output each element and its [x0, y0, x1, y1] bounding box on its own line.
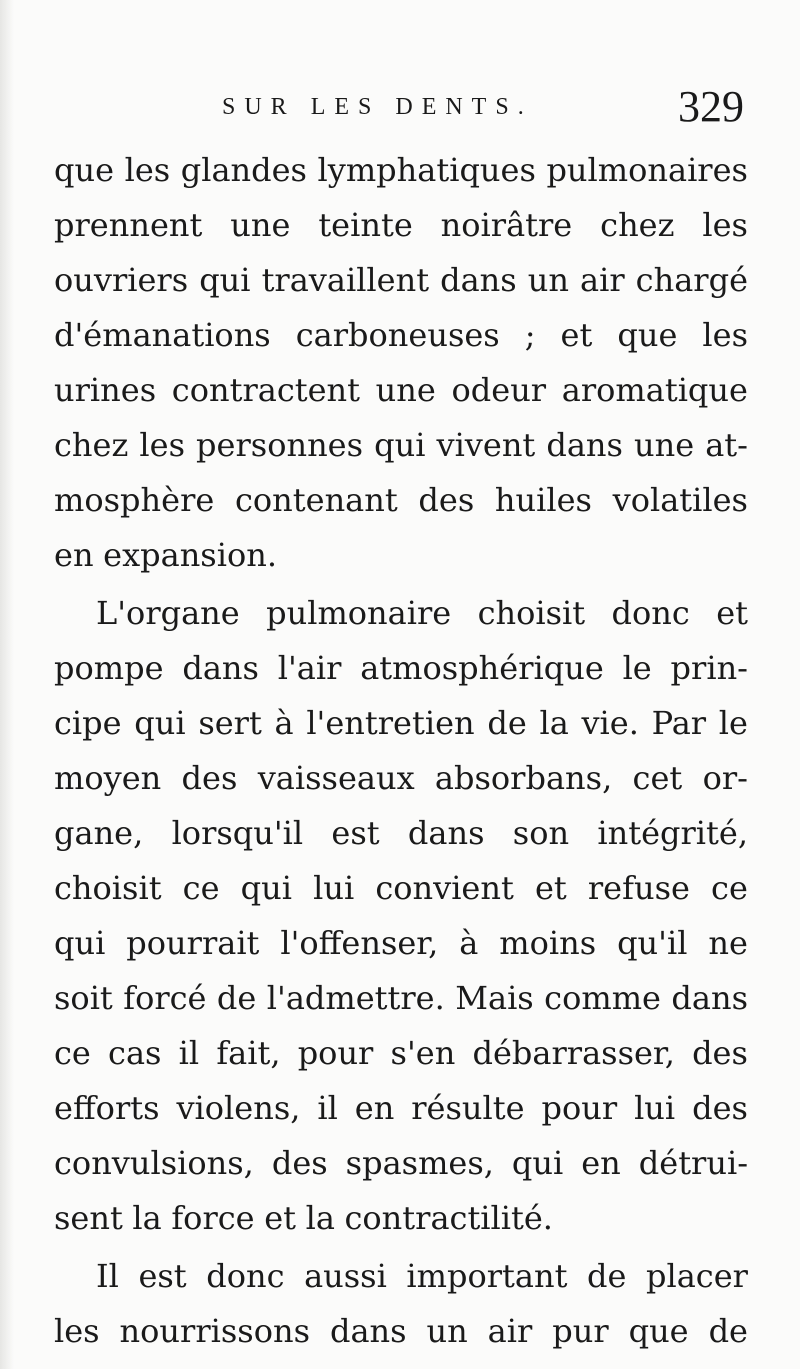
- text-line: [54, 696, 748, 751]
- page-header: [54, 82, 748, 138]
- word: personnes: [196, 426, 364, 464]
- word: que: [628, 1312, 689, 1350]
- word: d'émanations: [54, 316, 271, 354]
- word: lorsqu'il: [171, 814, 304, 852]
- word: lymphatiques: [317, 151, 536, 189]
- word: prennent: [54, 206, 203, 244]
- text-line: [54, 1191, 748, 1246]
- word: fait,: [216, 1034, 281, 1072]
- text-line: [54, 363, 748, 418]
- word: pur: [552, 1312, 609, 1350]
- word: son: [512, 814, 570, 852]
- word: forcé: [123, 979, 207, 1017]
- word: important: [406, 1257, 568, 1295]
- word: ce: [54, 1034, 91, 1072]
- word: qui: [240, 869, 292, 907]
- text-line: [54, 1304, 748, 1359]
- text-line: [54, 1136, 748, 1191]
- word: de: [487, 704, 527, 742]
- word: résulte: [411, 1089, 525, 1127]
- word: Il: [96, 1257, 119, 1295]
- word: dans: [182, 649, 259, 687]
- word: urines: [54, 371, 157, 409]
- word: convient: [375, 869, 514, 907]
- word: ce: [182, 869, 220, 907]
- word: à: [459, 924, 479, 962]
- word: en: [54, 536, 94, 574]
- word: une: [375, 371, 436, 409]
- word: L'organe: [96, 594, 240, 632]
- word: ne: [708, 924, 748, 962]
- word: les: [139, 426, 185, 464]
- word: des: [181, 759, 238, 797]
- word: le: [622, 649, 652, 687]
- word: détrui-: [638, 1144, 748, 1182]
- word: la: [305, 1199, 335, 1237]
- word: air: [487, 1312, 533, 1350]
- word: contractilité.: [344, 1199, 553, 1237]
- word: moins: [499, 924, 597, 962]
- word: qu'il: [617, 924, 688, 962]
- word: l'entretien: [306, 704, 475, 742]
- text-line: [54, 586, 748, 641]
- word: un: [426, 1312, 468, 1350]
- word: pulmonaires: [546, 151, 748, 189]
- word: lui: [634, 1089, 676, 1127]
- word: donc: [206, 1257, 285, 1295]
- word: pourrait: [126, 924, 260, 962]
- word: que: [617, 316, 678, 354]
- word: teinte: [318, 206, 413, 244]
- word: dans: [671, 979, 748, 1017]
- word: expansion.: [103, 536, 277, 574]
- word: pour: [297, 1034, 374, 1072]
- text-line: [54, 916, 748, 971]
- word: choisit: [54, 869, 162, 907]
- word: l'air: [277, 649, 342, 687]
- word: force: [171, 1199, 255, 1237]
- word: chargé: [635, 261, 748, 299]
- word: carboneuses: [295, 316, 500, 354]
- word: choisit: [477, 594, 586, 632]
- word: sent: [54, 1199, 123, 1237]
- word: la: [539, 704, 569, 742]
- word: donc: [611, 594, 690, 632]
- word: aussi: [304, 1257, 387, 1295]
- text-line: [54, 418, 748, 473]
- word: comme: [544, 979, 661, 1017]
- word: l'admettre.: [266, 979, 445, 1017]
- text-line: [54, 528, 748, 583]
- word: à: [274, 704, 294, 742]
- word: odeur: [451, 371, 547, 409]
- word: chez: [54, 426, 129, 464]
- word: il: [178, 1034, 200, 1072]
- word: cipe: [54, 704, 122, 742]
- word: des: [692, 1034, 748, 1072]
- word: est: [331, 814, 380, 852]
- word: cet: [632, 759, 683, 797]
- word: chez: [600, 206, 675, 244]
- word: Mais: [455, 979, 534, 1017]
- word: le: [718, 704, 748, 742]
- word: vie.: [581, 704, 639, 742]
- text-line: [54, 861, 748, 916]
- word: dans: [546, 426, 623, 464]
- word: ;: [524, 316, 536, 354]
- word: huiles: [494, 481, 592, 519]
- text-line: [54, 253, 748, 308]
- word: une: [634, 426, 695, 464]
- word: absorbans,: [434, 759, 613, 797]
- word: et: [716, 594, 748, 632]
- word: la: [132, 1199, 162, 1237]
- word: pulmonaire: [266, 594, 452, 632]
- text-line: [54, 751, 748, 806]
- word: volatiles: [612, 481, 748, 519]
- word: un: [527, 261, 569, 299]
- word: dans: [407, 814, 485, 852]
- word: atmosphérique: [360, 649, 604, 687]
- text-line: [54, 1081, 748, 1136]
- text-line: [54, 1026, 748, 1081]
- word: travaillent: [261, 261, 430, 299]
- word: en: [581, 1144, 621, 1182]
- word: glandes: [180, 151, 307, 189]
- word: lui: [313, 869, 355, 907]
- text-line: [54, 1249, 748, 1304]
- word: les: [54, 1312, 100, 1350]
- word: dans: [440, 261, 517, 299]
- word: l'offenser,: [280, 924, 439, 962]
- word: vaisseaux: [257, 759, 415, 797]
- word: des: [692, 1089, 748, 1127]
- word: contenant: [234, 481, 398, 519]
- word: et: [560, 316, 593, 354]
- word: débarrasser,: [472, 1034, 675, 1072]
- word: nourrissons: [119, 1312, 310, 1350]
- word: spasmes,: [345, 1144, 494, 1182]
- word: or-: [702, 759, 748, 797]
- word: contractent: [171, 371, 360, 409]
- word: aromatique: [561, 371, 748, 409]
- word: il: [317, 1089, 338, 1127]
- text-line: [54, 198, 748, 253]
- text-line: [54, 143, 748, 198]
- word: ce: [711, 869, 748, 907]
- word: qui: [511, 1144, 564, 1182]
- word: que: [54, 151, 115, 189]
- word: soit: [54, 979, 113, 1017]
- running-head: SUR LES DENTS.: [222, 94, 533, 120]
- word: moyen: [54, 759, 162, 797]
- word: cas: [108, 1034, 162, 1072]
- text-line: [54, 473, 748, 528]
- word: des: [418, 481, 475, 519]
- word: prin-: [670, 649, 748, 687]
- body-text: [54, 143, 748, 1359]
- word: placer: [645, 1257, 748, 1295]
- text-line: [54, 971, 748, 1026]
- word: qui: [134, 704, 186, 742]
- word: qui: [54, 924, 106, 962]
- word: en: [354, 1089, 395, 1127]
- word: ouvriers: [54, 261, 189, 299]
- word: qui: [374, 426, 426, 464]
- word: Par: [651, 704, 707, 742]
- word: et: [534, 869, 567, 907]
- word: de: [586, 1257, 627, 1295]
- word: at-: [705, 426, 748, 464]
- text-line: [54, 308, 748, 363]
- word: mosphère: [54, 481, 215, 519]
- word: les: [702, 316, 748, 354]
- word: refuse: [587, 869, 690, 907]
- word: dans: [329, 1312, 407, 1350]
- word: une: [230, 206, 291, 244]
- word: qui: [199, 261, 251, 299]
- text-line: [54, 641, 748, 696]
- word: les: [124, 151, 171, 189]
- word: de: [708, 1312, 748, 1350]
- word: est: [138, 1257, 187, 1295]
- word: les: [702, 206, 748, 244]
- word: pour: [541, 1089, 618, 1127]
- word: efforts: [54, 1089, 160, 1127]
- word: air: [580, 261, 625, 299]
- word: convulsions,: [54, 1144, 254, 1182]
- word: et: [264, 1199, 296, 1237]
- word: sert: [198, 704, 262, 742]
- word: gane,: [54, 814, 144, 852]
- word: de: [216, 979, 257, 1017]
- word: pompe: [54, 649, 164, 687]
- text-line: [54, 806, 748, 861]
- page-number: 329: [678, 82, 744, 131]
- word: intégrité,: [597, 814, 748, 852]
- word: s'en: [390, 1034, 456, 1072]
- word: vivent: [436, 426, 536, 464]
- word: noirâtre: [440, 206, 573, 244]
- word: violens,: [176, 1089, 301, 1127]
- word: des: [271, 1144, 328, 1182]
- page-gutter-shadow: [0, 0, 14, 1369]
